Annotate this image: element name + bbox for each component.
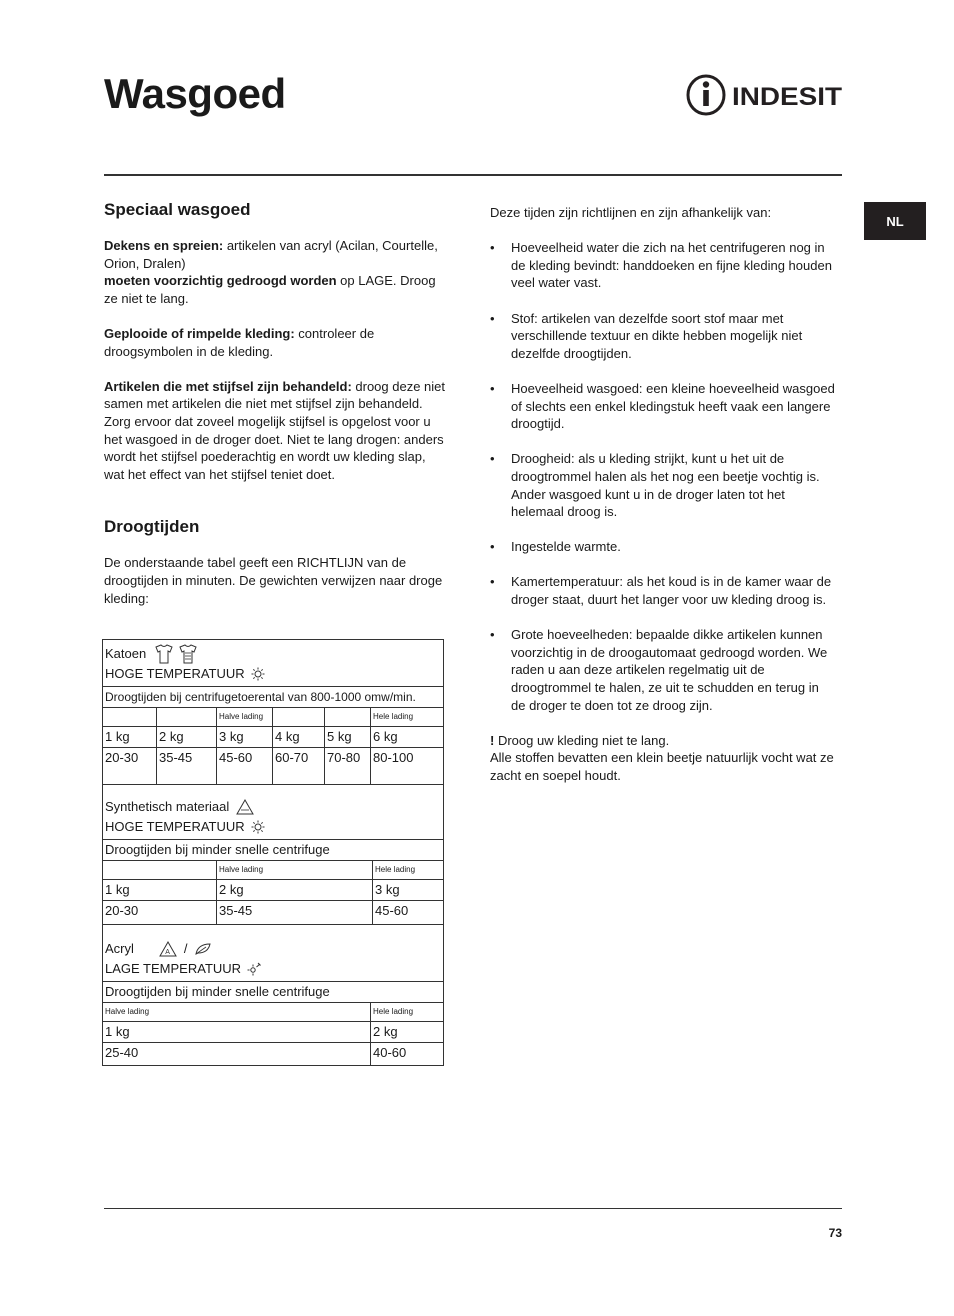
cotton-time-row [103, 748, 443, 785]
cotton-note-row [103, 687, 443, 708]
list-item-text: Grote hoeveelheden: bepaalde dikke artikelen kunnen voorzichtig in de droogautomaat gedroogd worden. We raden u aan deze artikelen regelmatig uit de droogtrommel te halen, ze uit te schudden en terug in de droger te doen tot ze droog zijn. [511, 627, 828, 713]
page-title: Wasgoed [104, 70, 286, 117]
bullet-mark: • [490, 380, 495, 396]
list-item [490, 450, 836, 520]
bullet-mark: • [490, 627, 495, 643]
iron-icon [235, 798, 255, 816]
acrylic-header-row [103, 925, 443, 982]
list-item [490, 626, 836, 714]
table-cell: 25-40 [103, 1043, 371, 1065]
table-cell: 4 kg [273, 727, 325, 747]
pleated-paragraph: Geplooide of rimpelde kleding: controleer de droogsymbolen in de kleding. [104, 325, 375, 359]
list-item-text: Hoeveelheid wasgoed: een kleine hoeveelheid wasgoed of slechts een enkel kledingstuk heeft vaak een langere droogtijd. [511, 380, 835, 432]
high-heat-icon [251, 820, 265, 834]
wool-care-icon [158, 940, 178, 958]
cotton-load-row [103, 708, 443, 727]
acrylic-temperature: LAGE TEMPERATUUR [105, 961, 242, 976]
table-cell: 80-100 [373, 750, 414, 765]
list-item [490, 538, 836, 556]
list-item [490, 239, 836, 292]
warning-mark: ! [490, 732, 495, 748]
cotton-label: Katoen [105, 646, 147, 661]
table-cell: 1 kg [103, 727, 157, 747]
indesit-logo [686, 74, 846, 116]
table-cell: 45-60 [217, 748, 273, 784]
acrylic-slash: / [183, 941, 188, 956]
high-heat-icon [251, 667, 265, 681]
cotton-header-row [103, 640, 443, 687]
acrylic-load-row [103, 1003, 443, 1022]
drying-times-heading: Droogtijden [104, 517, 200, 537]
warning-paragraph [490, 732, 836, 750]
acrylic-time-row [103, 1043, 443, 1065]
table-cell: 35-45 [217, 901, 373, 924]
bullet-mark: • [490, 451, 495, 467]
table-cell: 1 kg [103, 880, 217, 900]
left-column [104, 200, 446, 607]
table-cell: 5 kg [325, 727, 371, 747]
synthetic-load-row [103, 861, 443, 880]
cotton-note: Droogtijden bij centrifugetoerental van 800-1000 omw/min. [105, 690, 416, 704]
table-cell: 2 kg [157, 727, 217, 747]
table-cell: 40-60 [373, 1045, 407, 1060]
drying-times-intro: De onderstaande tabel geeft een RICHTLIJN van de droogtijden in minuten. De gewichten verwijzen naar droge kleding: [104, 555, 443, 606]
cotton-full-load-label: Hele lading [373, 712, 414, 721]
synthetic-half-load-label: Halve lading [217, 861, 373, 879]
acrylic-note: Droogtijden bij minder snelle centrifuge [105, 984, 330, 999]
language-tab: NL [864, 202, 926, 240]
table-cell: 45-60 [375, 903, 409, 918]
synthetic-note: Droogtijden bij minder snelle centrifuge [105, 842, 330, 857]
closing-text: Alle stoffen bevatten een klein beetje natuurlijk vocht wat ze zacht en soepel houdt. [490, 750, 834, 783]
right-column [490, 204, 836, 785]
blankets-paragraph: Dekens en spreien: artikelen van acryl (Acilan, Courtelle, Orion, Dralen) moeten voorzichtig gedroogd worden op LAGE. Droog ze niet te lang. [104, 238, 438, 306]
acrylic-label: Acryl [105, 941, 134, 956]
bullet-mark: • [490, 240, 495, 256]
cotton-half-load-label: Halve lading [217, 708, 273, 726]
special-laundry-heading: Speciaal wasgoed [104, 200, 251, 219]
table-cell: 35-45 [157, 748, 217, 784]
list-item-text: Stof: artikelen van dezelfde soort stof maar met verschillende textuur en dikte hebben mogelijk niet dezelfde droogtijden. [511, 310, 803, 361]
synthetic-note-row [103, 840, 443, 861]
bullet-mark: • [490, 310, 495, 326]
table-cell: 2 kg [373, 1024, 398, 1039]
low-heat-icon [247, 962, 261, 976]
table-cell: 6 kg [373, 729, 398, 744]
list-item-text: Droogheid: als u kleding strijkt, kunt u het uit de droogtrommel halen als het nog een beetje vochtig is. Ander wasgoed kunt u in de droger laten tot het helemaal droog is. [511, 451, 820, 520]
table-cell: 20-30 [103, 901, 217, 924]
acrylic-half-load-label: Halve lading [103, 1003, 371, 1021]
synthetic-weight-row [103, 880, 443, 901]
factors-intro: Deze tijden zijn richtlijnen en zijn afhankelijk van: [490, 205, 772, 220]
synthetic-label: Synthetisch materiaal [105, 799, 230, 814]
synthetic-full-load-label: Hele lading [375, 865, 416, 874]
list-item [490, 310, 836, 363]
starch-paragraph: Artikelen die met stijfsel zijn behandeld: droog deze niet samen met artikelen die niet met stijfsel zijn behandeld. Zorg ervoor dat zoveel mogelijk stijfsel is opgelost voor u het wasgoed in de droger doet. Niet te lang drogen: anders wordt het stijfsel poederachtig en wordt uw kleding slap, wat het effect van het stijfsel teniet doet. [104, 378, 446, 482]
table-cell: 3 kg [375, 882, 400, 897]
synthetic-header-row [103, 785, 443, 840]
table-cell: 20-30 [103, 748, 157, 784]
bullet-mark: • [490, 574, 495, 590]
list-item [490, 573, 836, 608]
bullet-mark: • [490, 539, 495, 555]
table-cell: 70-80 [325, 748, 371, 784]
acrylic-weight-row [103, 1022, 443, 1043]
table-cell: 60-70 [273, 748, 325, 784]
footer-divider [104, 1208, 842, 1209]
svg-text:A: A [165, 949, 170, 956]
table-cell: 1 kg [103, 1022, 371, 1042]
list-item-text: Ingestelde warmte. [511, 539, 621, 555]
list-item-text: Hoeveelheid water die zich na het centrifugeren nog in de kleding bevindt: handdoeken en fijne kleding houden veel water vast. [511, 240, 832, 291]
drying-times-table [102, 639, 444, 1066]
factors-list [490, 239, 836, 714]
warning-text: Droog uw kleding niet te lang. [494, 732, 670, 748]
leaf-icon [194, 942, 212, 956]
cotton-weight-row [103, 727, 443, 748]
list-item [490, 380, 836, 433]
table-cell: 3 kg [217, 727, 273, 747]
synthetic-temperature: HOGE TEMPERATUUR [105, 819, 245, 834]
brand-name: INDESIT [732, 83, 842, 111]
acrylic-note-row [103, 982, 443, 1003]
page-number: 73 [828, 1226, 842, 1240]
tshirt-icon [152, 644, 200, 664]
list-item-text: Kamertemperatuur: als het koud is in de kamer waar de droger staat, duurt het langer voor uw kleding droog is. [511, 574, 832, 608]
header-divider [104, 174, 842, 176]
table-cell: 2 kg [217, 880, 373, 900]
synthetic-time-row [103, 901, 443, 925]
cotton-temperature: HOGE TEMPERATUUR [105, 666, 245, 681]
acrylic-full-load-label: Hele lading [373, 1007, 414, 1016]
